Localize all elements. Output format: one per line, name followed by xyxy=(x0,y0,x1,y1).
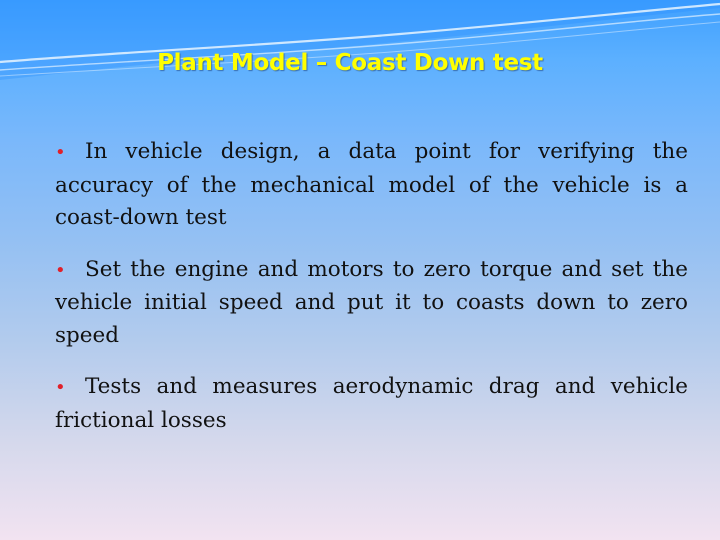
bullet-list xyxy=(55,136,688,456)
bullet-text: Set the engine and motors to zero torque and set the vehicle initial speed and put it to coasts down to zero speed xyxy=(55,256,688,348)
decorative-wave-header xyxy=(0,0,720,90)
bullet-item xyxy=(55,254,688,353)
bullet-marker: • xyxy=(55,259,66,281)
bullet-marker: • xyxy=(55,142,66,163)
slide-title: Plant Model – Coast Down test xyxy=(157,50,543,76)
bullet-text: In vehicle design, a data point for verifying the accuracy of the mechanical model of the vehicle is a coast-down test xyxy=(55,139,688,230)
bullet-item xyxy=(55,371,688,437)
bullet-marker: • xyxy=(55,377,66,398)
bullet-item xyxy=(55,136,688,235)
bullet-text: Tests and measures aerodynamic drag and vehicle frictional losses xyxy=(55,374,688,433)
